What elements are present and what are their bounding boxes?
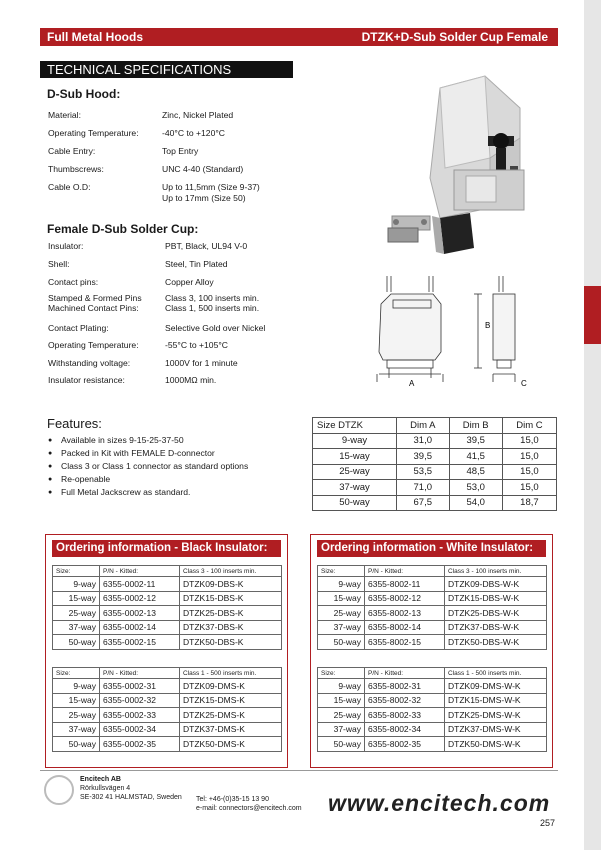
feature-item: ● Full Metal Jackscrew as standard. [48,486,248,499]
table-row: 15-way 39,5 41,5 15,0 [313,449,557,465]
table-row: 15-way 6355-0002-32 DTZK15-DMS-K [53,693,282,708]
ordering-white-box [310,534,553,768]
header-right: DTZK+D-Sub Solder Cup Female [361,30,548,44]
company-name: Encitech AB [80,776,121,783]
table-row: 9-way 6355-0002-11 DTZK09-DBS-K [53,577,282,592]
table-row: 9-way 31,0 39,5 15,0 [313,433,557,449]
side-bar [584,0,601,850]
footer-divider [40,770,558,771]
ordering-white-class3-table [317,565,547,650]
feature-item: ● Class 3 or Class 1 connector as standard options [48,460,248,473]
ordering-black-title-bar [52,540,281,557]
cup-title: Female D-Sub Solder Cup: [47,222,199,236]
header-left: Full Metal Hoods [47,30,143,44]
feature-item: ● Re-openable [48,473,248,486]
table-header-row: Size DTZK Dim A Dim B Dim C [313,418,557,434]
footer-contact [196,795,302,813]
table-row: 37-way 71,0 53,0 15,0 [313,480,557,496]
table-header-row: Size: P/N - Kitted: Class 3 - 100 inserts min. [318,566,547,577]
telephone: Tel: +46-(0)35-15 13 90 [196,796,269,803]
table-header-row: Size: P/N - Kitted: Class 1 - 500 inserts min. [53,668,282,679]
table-row: 37-way 6355-0002-34 DTZK37-DMS-K [53,722,282,737]
table-row: 15-way 6355-8002-32 DTZK15-DMS-W-K [318,693,547,708]
table-row: 50-way 6355-8002-35 DTZK50-DMS-W-K [318,737,547,752]
feature-item: ● Packed in Kit with FEMALE D-connector [48,447,248,460]
certification-logo [44,775,74,805]
cup-spec-row: Insulator: PBT, Black, UL94 V-0 [48,241,248,251]
table-row: 15-way 6355-0002-12 DTZK15-DBS-K [53,591,282,606]
features-list [48,434,248,499]
page-header [40,28,558,46]
ordering-white-title-bar [317,540,546,557]
hood-illustration [430,76,524,218]
hood-spec-row: Operating Temperature: -40°C to +120°C [48,128,226,138]
ordering-black-box [45,534,288,768]
side-tab [584,286,601,344]
table-row: 37-way 6355-8002-14 DTZK37-DBS-W-K [318,620,547,635]
hood-spec-row: Thumbscrews: UNC 4-40 (Standard) [48,164,244,174]
hood-spec-row: Cable O.D: Up to 11,5mm (Size 9-37) Up to 17mm (Size 50) [48,182,260,203]
table-row: 37-way 6355-0002-14 DTZK37-DBS-K [53,620,282,635]
cup-spec-row: Stamped & Formed Pins Class 3, 100 inserts min. Machined Contact Pins: Class 1, 500 inserts min. [48,293,260,313]
website[interactable]: www.encitech.com [328,790,551,816]
cup-spec-row: Contact pins: Copper Alloy [48,277,214,287]
table-row: 9-way 6355-8002-11 DTZK09-DBS-W-K [318,577,547,592]
dim-c-label: C [521,379,527,388]
table-row: 9-way 6355-8002-31 DTZK09-DMS-W-K [318,679,547,694]
table-row: 50-way 6355-8002-15 DTZK50-DBS-W-K [318,635,547,650]
ordering-black-class1-table [52,667,282,752]
ordering-black-title: Ordering information - Black Insulator: [56,542,268,554]
cup-spec-row: Shell: Steel, Tin Plated [48,259,228,269]
product-photo [370,68,570,258]
table-row: 25-way 6355-0002-13 DTZK25-DBS-K [53,606,282,621]
features-title: Features: [47,416,102,431]
table-row: 37-way 6355-8002-34 DTZK37-DMS-W-K [318,722,547,737]
city: SE-302 41 HALMSTAD, Sweden [80,794,182,801]
dim-b-label: B [485,321,491,330]
dim-a-label: A [409,379,415,388]
connector-illustration [388,213,474,254]
table-row: 50-way 6355-0002-35 DTZK50-DMS-K [53,737,282,752]
technical-specs-title: TECHNICAL SPECIFICATIONS [47,62,232,77]
dimension-table [312,417,557,511]
cup-spec-row: Contact Plating: Selective Gold over Nickel [48,323,266,333]
ordering-white-class1-table [317,667,547,752]
table-row: 25-way 53,5 48,5 15,0 [313,464,557,480]
footer-address [80,775,182,802]
table-row: 25-way 6355-8002-33 DTZK25-DMS-W-K [318,708,547,723]
street: Rörkullsvägen 4 [80,785,131,792]
hood-spec-row: Material: Zinc, Nickel Plated [48,110,234,120]
page-number: 257 [540,818,556,828]
table-header-row: Size: P/N - Kitted: Class 1 - 500 inserts min. [318,668,547,679]
hood-spec-row: Cable Entry: Top Entry [48,146,199,156]
cup-spec-row: Withstanding voltage: 1000V for 1 minute [48,358,238,368]
feature-item: ● Available in sizes 9-15-25-37-50 [48,434,248,447]
cup-spec-row: Operating Temperature: -55°C to +105°C [48,340,229,350]
hood-title: D-Sub Hood: [47,87,121,101]
cup-spec-row: Insulator resistance: 1000MΩ min. [48,375,217,385]
table-row: 50-way 67,5 54,0 18,7 [313,495,557,511]
table-row: 9-way 6355-0002-31 DTZK09-DMS-K [53,679,282,694]
dimension-drawing [375,270,555,395]
table-row: 25-way 6355-0002-33 DTZK25-DMS-K [53,708,282,723]
ordering-black-class3-table [52,565,282,650]
email: e-mail: connectors@encitech.com [196,805,302,812]
table-row: 50-way 6355-0002-15 DTZK50-DBS-K [53,635,282,650]
table-row: 15-way 6355-8002-12 DTZK15-DBS-W-K [318,591,547,606]
table-row: 25-way 6355-8002-13 DTZK25-DBS-W-K [318,606,547,621]
table-header-row: Size: P/N - Kitted: Class 3 - 100 inserts min. [53,566,282,577]
ordering-white-title: Ordering information - White Insulator: [321,542,534,554]
technical-specs-bar [40,61,293,78]
